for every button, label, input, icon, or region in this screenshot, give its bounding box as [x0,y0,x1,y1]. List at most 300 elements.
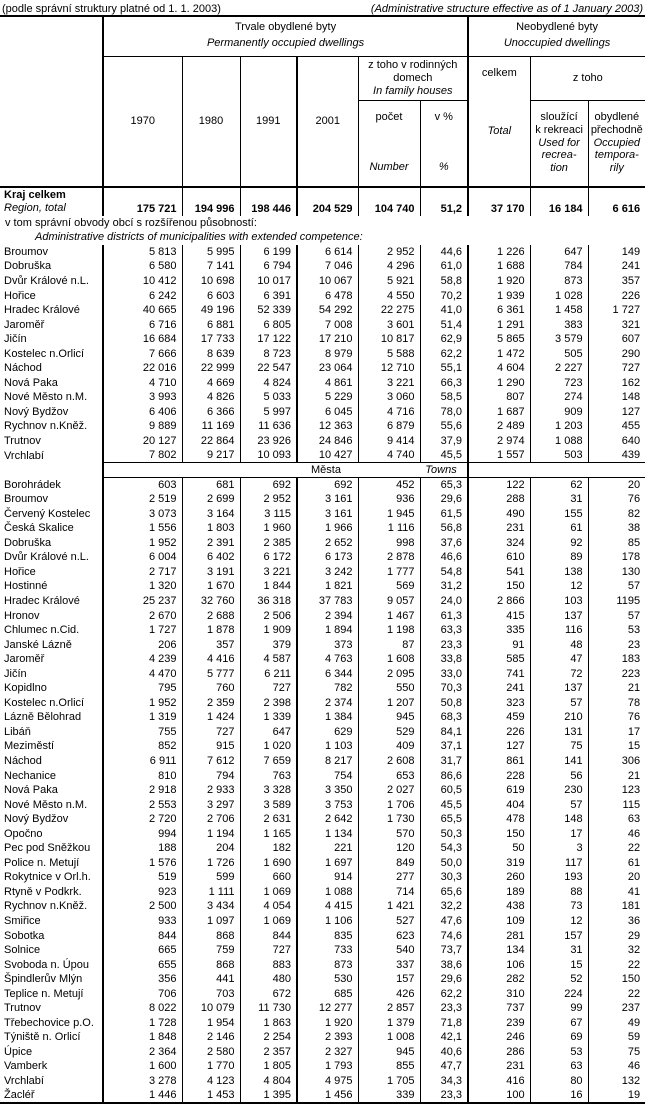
value-cell: 319 [468,856,530,871]
town-row [0,550,645,565]
value-cell: 46 [588,826,645,841]
value-cell: 57 [588,608,645,623]
value-cell: 3 579 [530,332,588,347]
value-cell: 210 [530,710,588,725]
value-cell: 85 [588,536,645,551]
value-cell: 3 161 [297,506,358,521]
value-cell: 3 278 [103,1074,182,1089]
value-cell: 2 631 [240,812,297,827]
value-cell: 15 [588,739,645,754]
value-cell: 1 687 [468,405,530,420]
value-cell: 1 727 [103,623,182,638]
row-label: Rychnov n.Kněž. [4,420,88,433]
value-cell: 65,6 [420,885,468,900]
row-label: Kopidlno [4,682,47,695]
value-cell: 66,3 [420,376,468,391]
value-cell: 54,3 [420,841,468,856]
value-cell: 10 412 [103,274,182,289]
value-cell: 22 [588,957,645,972]
value-cell: 3 753 [297,797,358,812]
family-houses-cs-line2: domech [393,71,433,84]
value-cell: 861 [468,754,530,769]
value-cell: 2 519 [103,492,182,507]
value-cell: 1 069 [240,885,297,900]
value-cell: 30,3 [420,870,468,885]
col-group-of-which: z toho [530,56,645,100]
value-cell: 20 [588,870,645,885]
town-row [0,1016,645,1031]
value-cell: 16 184 [530,187,588,216]
row-label: Nechanice [4,769,56,782]
value-cell: 727 [240,681,297,696]
value-cell: 150 [468,826,530,841]
value-cell: 181 [588,899,645,914]
value-cell: 1 319 [103,710,182,725]
value-cell: 6 805 [240,317,297,332]
col-group-occupied [103,16,468,56]
value-cell: 92 [530,536,588,551]
row-label: Lázně Bělohrad [4,711,82,724]
value-cell: 231 [468,1059,530,1074]
table-header [0,16,645,187]
value-cell: 241 [468,681,530,696]
value-cell: 50,0 [420,856,468,871]
value-cell: 9 217 [182,448,240,463]
value-cell: 6 366 [182,405,240,420]
value-cell: 237 [588,1001,645,1016]
town-row [0,739,645,754]
value-cell: 945 [358,710,420,725]
district-row [0,390,645,405]
value-cell: 6 004 [103,550,182,565]
value-cell: 550 [358,681,420,696]
value-cell: 29,6 [420,972,468,987]
town-row [0,856,645,871]
unoccupied-label-en: Unoccupied dwellings [503,37,611,49]
region-total-row [0,187,645,216]
town-row [0,928,645,943]
value-cell: 1 954 [182,1016,240,1031]
value-cell: 115 [588,797,645,812]
count-label-cs: počet [375,110,403,123]
value-cell: 6 406 [103,405,182,420]
value-cell: 1 952 [103,536,182,551]
col-header-recreation: sloužící k rekreaci Used for recrea- tion [530,100,588,187]
value-cell: 46,6 [420,550,468,565]
row-label: Libáň [4,725,31,738]
value-cell: 51,4 [420,317,468,332]
value-cell: 25 237 [103,594,182,609]
value-cell: 150 [468,579,530,594]
value-cell: 37,1 [420,739,468,754]
town-row [0,899,645,914]
value-cell: 1 111 [182,885,240,900]
town-row [0,594,645,609]
value-cell: 22 999 [182,361,240,376]
value-cell: 87 [358,637,420,652]
town-row [0,812,645,827]
row-label: Nové Město n.M. [4,798,88,811]
value-cell: 438 [468,899,530,914]
value-cell: 2 146 [182,1030,240,1045]
value-cell: 37,6 [420,536,468,551]
value-cell: 29,6 [420,492,468,507]
value-cell: 685 [297,986,358,1001]
occupied-label-en: Permanently occupied dwellings [206,37,365,49]
value-cell: 2 394 [297,608,358,623]
value-cell: 73,7 [420,943,468,958]
value-cell: 655 [103,957,182,972]
value-cell: 150 [588,972,645,987]
row-label: Česká Skalice [4,522,74,535]
row-label: Jaroměř [4,653,45,666]
value-cell: 607 [588,332,645,347]
value-cell: 6 391 [240,288,297,303]
town-row [0,492,645,507]
value-cell: 56,8 [420,521,468,536]
value-cell: 541 [468,565,530,580]
value-cell: 31 [530,943,588,958]
value-cell: 127 [588,405,645,420]
value-cell: 10 817 [358,332,420,347]
value-cell: 1 069 [240,914,297,929]
col-header-temporarily: obydlené přechodně Occupied tempora- rily [588,100,645,187]
town-row [0,768,645,783]
row-label: Police n. Metují [4,856,80,869]
value-cell: 54,8 [420,565,468,580]
value-cell: 2 670 [103,608,182,623]
value-cell: 31,7 [420,754,468,769]
value-cell: 32 760 [182,594,240,609]
value-cell: 5 997 [240,405,297,420]
row-label: Hořice [4,565,36,578]
value-cell: 5 229 [297,390,358,405]
value-cell: 70,3 [420,681,468,696]
value-cell: 52 339 [240,303,297,318]
value-cell: 647 [240,725,297,740]
value-cell: 692 [297,477,358,492]
value-cell: 323 [468,696,530,711]
value-cell: 7 659 [240,754,297,769]
value-cell: 55,6 [420,419,468,434]
value-cell: 1 670 [182,579,240,594]
note-english: (Administrative structure effective as of 1 January 2003) [370,3,643,15]
value-cell: 1 379 [358,1016,420,1031]
value-cell: 640 [588,434,645,449]
value-cell: 63 [530,1059,588,1074]
value-cell: 844 [103,928,182,943]
count-label-en: Number [369,160,409,173]
value-cell: 1 821 [297,579,358,594]
row-label [0,187,103,216]
row-label: Kostelec n.Orlicí [4,347,85,360]
row-label: Pec pod Sněžkou [4,842,91,855]
value-cell: 38 [588,521,645,536]
value-cell: 1 688 [468,259,530,274]
value-cell: 5 865 [468,332,530,347]
towns-section [0,477,645,1103]
value-cell: 29 [588,928,645,943]
value-cell: 23 926 [240,434,297,449]
value-cell: 2 327 [297,1045,358,1060]
value-cell: 134 [468,943,530,958]
row-label-column-header [0,16,103,187]
value-cell: 51,2 [420,187,468,216]
value-cell: 357 [588,274,645,289]
value-cell: 1 467 [358,608,420,623]
value-cell: 204 [182,841,240,856]
value-cell: 3 328 [240,783,297,798]
value-cell: 260 [468,870,530,885]
town-row [0,870,645,885]
row-label: Jičín [4,667,27,680]
value-cell: 3 115 [240,506,297,521]
value-cell: 10 079 [182,1001,240,1016]
value-cell: 188 [103,841,182,856]
value-cell: 754 [297,768,358,783]
value-cell: 1 395 [240,1088,297,1103]
value-cell: 2 357 [240,1045,297,1060]
value-cell: 3 164 [182,506,240,521]
value-cell: 3 073 [103,506,182,521]
value-cell: 1 203 [530,419,588,434]
row-label: Broumov [4,493,49,506]
value-cell: 223 [588,666,645,681]
value-cell: 5 813 [103,245,182,260]
row-label: Úpice [4,1045,33,1058]
value-cell: 103 [530,594,588,609]
value-cell: 193 [530,870,588,885]
value-cell: 6 045 [297,405,358,420]
value-cell: 62 [530,477,588,492]
value-cell: 585 [468,652,530,667]
value-cell: 763 [240,768,297,783]
value-cell: 7 666 [103,346,182,361]
region-total-section [0,187,645,245]
value-cell: 17 [588,725,645,740]
value-cell: 100 [468,1088,530,1103]
value-cell: 131 [530,725,588,740]
value-cell: 1 291 [468,317,530,332]
col-header-2001: 2001 [297,56,358,187]
value-cell: 61 [588,856,645,871]
value-cell: 665 [103,943,182,958]
value-cell: 31,2 [420,579,468,594]
value-cell: 42,1 [420,1030,468,1045]
value-cell: 737 [468,1001,530,1016]
value-cell: 4 604 [468,361,530,376]
value-cell: 998 [358,536,420,551]
value-cell: 49 [588,1016,645,1031]
value-cell: 23,3 [420,1001,468,1016]
unoccupied-label-cs: Neobydlené byty [516,21,599,33]
value-cell: 6 199 [240,245,297,260]
value-cell: 1 028 [530,288,588,303]
value-cell: 2 393 [297,1030,358,1045]
value-cell: 1 844 [240,579,297,594]
districts-section [0,245,645,463]
town-row [0,536,645,551]
town-row [0,579,645,594]
value-cell: 3 589 [240,797,297,812]
value-cell: 6 881 [182,317,240,332]
value-cell: 6 402 [182,550,240,565]
value-cell: 692 [240,477,297,492]
value-cell: 478 [468,812,530,827]
value-cell: 337 [358,957,420,972]
value-cell: 2 608 [358,754,420,769]
value-cell: 11 730 [240,1001,297,1016]
value-cell: 1 608 [358,652,420,667]
value-cell: 41 [588,885,645,900]
value-cell: 45,5 [420,797,468,812]
value-cell: 703 [182,986,240,1001]
district-row [0,361,645,376]
value-cell: 9 889 [103,419,182,434]
value-cell: 1 556 [103,521,182,536]
value-cell: 288 [468,492,530,507]
value-cell: 660 [240,870,297,885]
row-label: Žacléř [0,1088,103,1103]
value-cell: 4 861 [297,376,358,391]
value-cell: 7 141 [182,259,240,274]
value-cell: 130 [588,565,645,580]
row-label: Chlumec n.Cid. [4,624,80,637]
value-cell: 17 733 [182,332,240,347]
value-cell: 760 [182,681,240,696]
value-cell: 8 217 [297,754,358,769]
value-cell: 1 456 [297,1088,358,1103]
value-cell: 441 [182,972,240,987]
value-cell: 3 242 [297,565,358,580]
value-cell: 2 866 [468,594,530,609]
value-cell: 2 364 [103,1045,182,1060]
value-cell: 221 [297,841,358,856]
value-cell: 2 688 [182,608,240,623]
value-cell: 1 088 [530,434,588,449]
value-cell: 706 [103,986,182,1001]
value-cell: 1195 [588,594,645,609]
value-cell: 1 777 [358,565,420,580]
value-cell: 2 642 [297,812,358,827]
value-cell: 2 652 [297,536,358,551]
value-cell: 1 920 [297,1016,358,1031]
town-row [0,914,645,929]
town-row [0,797,645,812]
value-cell: 6 478 [297,288,358,303]
value-cell: 12 277 [297,1001,358,1016]
value-cell: 2 359 [182,696,240,711]
value-cell: 148 [530,812,588,827]
value-cell: 155 [530,506,588,521]
value-cell: 8 979 [297,346,358,361]
town-row [0,885,645,900]
value-cell: 70,2 [420,288,468,303]
row-label: Teplice n. Metují [4,987,84,1000]
district-row [0,332,645,347]
value-cell: 37 783 [297,594,358,609]
value-cell: 1 020 [240,739,297,754]
value-cell: 3 060 [358,390,420,405]
value-cell: 1 697 [297,856,358,871]
value-cell: 6 614 [297,245,358,260]
row-label: Vrchlabí [4,1075,44,1088]
value-cell: 2 506 [240,608,297,623]
value-cell: 2 027 [358,783,420,798]
value-cell: 86,6 [420,768,468,783]
town-row [0,696,645,711]
town-row [0,1059,645,1074]
value-cell: 4 669 [182,376,240,391]
value-cell: 455 [588,419,645,434]
value-cell: 1 878 [182,623,240,638]
value-cell: 4 239 [103,652,182,667]
value-cell: 88 [530,885,588,900]
value-cell: 915 [182,739,240,754]
value-cell: 65,3 [420,477,468,492]
value-cell: 3 601 [358,317,420,332]
value-cell: 5 777 [182,666,240,681]
value-cell: 409 [358,739,420,754]
row-label: Špindlerův Mlýn [4,973,83,986]
value-cell: 1 727 [588,303,645,318]
value-cell: 6 616 [588,187,645,216]
value-cell: 17 [530,826,588,841]
districts-note-en: Administrative districts of municipalities with extended competence: [35,231,363,244]
value-cell: 24 846 [297,434,358,449]
value-cell: 72 [530,666,588,681]
value-cell: 5 588 [358,346,420,361]
dwellings-statistics-table [0,15,645,1104]
value-cell: 10 067 [297,274,358,289]
value-cell: 104 740 [358,187,420,216]
value-cell: 2 857 [358,1001,420,1016]
value-cell: 356 [103,972,182,987]
value-cell: 1 966 [297,521,358,536]
value-cell: 1 960 [240,521,297,536]
value-cell: 71,8 [420,1016,468,1031]
value-cell: 3 161 [297,492,358,507]
value-cell: 1 848 [103,1030,182,1045]
town-row [0,1001,645,1016]
value-cell: 505 [530,346,588,361]
value-cell: 58,8 [420,274,468,289]
row-label: Smiřice [4,915,41,928]
value-cell: 138 [530,565,588,580]
town-row [0,972,645,987]
row-label: Hostinné [4,580,48,593]
value-cell: 2 391 [182,536,240,551]
districts-note-row-en [0,230,645,245]
note-czech: (podle správní struktury platné od 1. 1. 2003) [2,3,221,15]
value-cell: 40,6 [420,1045,468,1060]
town-row [0,754,645,769]
value-cell: 189 [468,885,530,900]
row-label: Trutnov [4,434,41,447]
value-cell: 1 600 [103,1059,182,1074]
value-cell: 38,6 [420,957,468,972]
value-cell: 324 [468,536,530,551]
value-cell: 4 550 [358,288,420,303]
value-cell: 274 [530,390,588,405]
row-label: Opočno [4,827,43,840]
value-cell: 723 [530,376,588,391]
value-cell: 7 008 [297,317,358,332]
value-cell: 61,5 [420,506,468,521]
region-total-en: Region, total [4,202,66,214]
town-row [0,957,645,972]
value-cell: 4 054 [240,899,297,914]
